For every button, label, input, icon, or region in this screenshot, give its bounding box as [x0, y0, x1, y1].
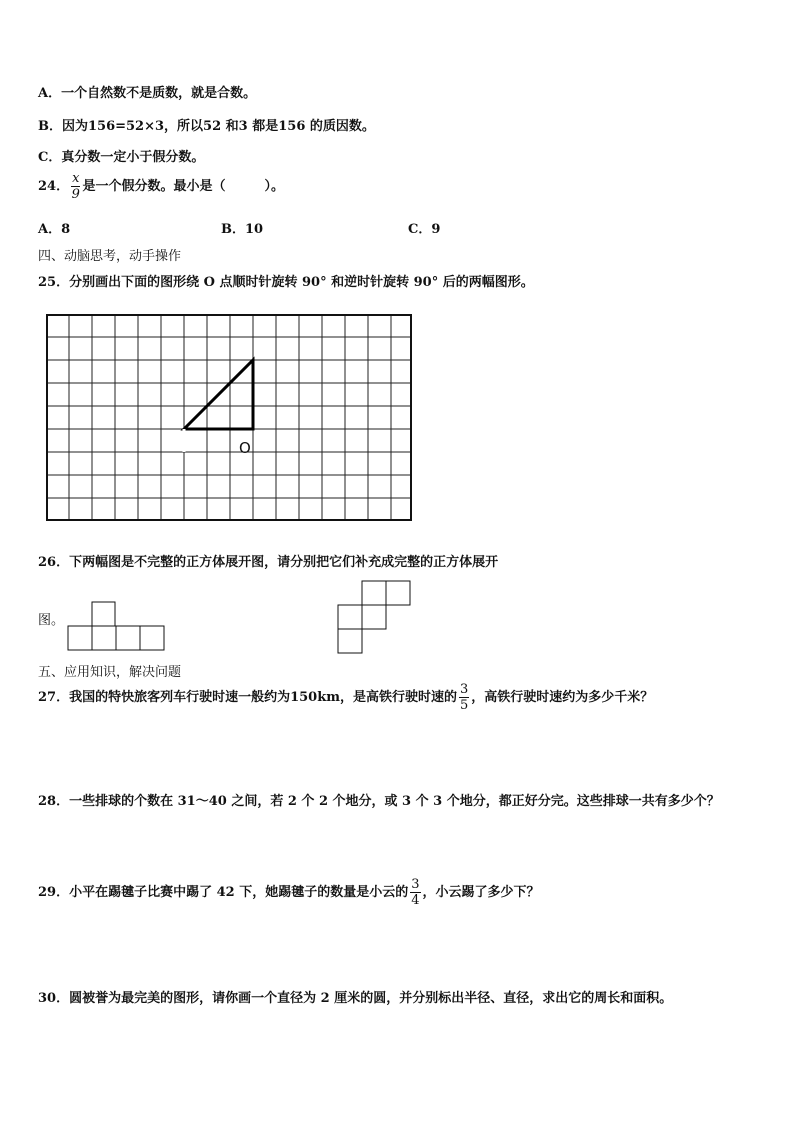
q24-text: 是一个假分数。最小是（ ）。 — [82, 179, 284, 194]
cube-net-left — [66, 601, 168, 653]
triangle-shape — [184, 360, 253, 429]
q24-fraction — [71, 172, 80, 201]
q23-option-a: A．一个自然数不是质数，就是合数。 — [38, 86, 257, 101]
q27-fraction-numerator: 3 — [460, 682, 469, 697]
q24-question — [38, 172, 284, 201]
q27-text-end: ，高铁行驶时速约为多少千米？ — [471, 690, 654, 705]
q29-text-start: 29．小平在踢毽子比赛中踢了 42 下，她踢毽子的数量是小云的 — [38, 885, 409, 900]
q29-fraction — [410, 878, 420, 907]
grid-border — [47, 315, 411, 520]
q29-fraction-numerator: 3 — [411, 877, 420, 892]
q25-question: 25．分别画出下面的图形绕 O 点顺时针旋转 90° 和逆时针旋转 90° 后的两幅图形。 — [38, 275, 534, 290]
q24-number: 24． — [38, 179, 70, 194]
cube-net-right — [336, 579, 412, 655]
q24-option-a: A．8 — [38, 222, 71, 237]
q23-option-c: C．真分数一定小于假分数。 — [38, 150, 205, 165]
q27-fraction — [459, 683, 469, 712]
q24-option-b: B．10 — [221, 222, 264, 237]
q26-question: 26．下两幅图是不完整的正方体展开图，请分别把它们补充成完整的正方体展开 — [38, 555, 499, 570]
section-4-heading: 四、动脑思考，动手操作 — [38, 249, 182, 264]
q27-text-start: 27．我国的特快旅客列车行驶时速一般约为150km，是高铁行驶时速的 — [38, 690, 457, 705]
q28-question: 28．一些排球的个数在 31～40 之间，若 2 个 2 个地分，或 3 个 3 个地分，都正好分完。这些排球一共有多少个？ — [38, 794, 720, 809]
q25-grid-figure — [46, 314, 414, 524]
grid-lines — [46, 314, 412, 521]
q24-option-c: C．9 — [408, 222, 441, 237]
q23-option-b: B．因为156=52×3，所以52 和3 都是156 的质因数。 — [38, 119, 375, 134]
q24-fraction-numerator: x — [72, 171, 80, 186]
section-5-heading: 五、应用知识，解决问题 — [38, 665, 182, 680]
q27-question — [38, 683, 653, 712]
q30-question: 30．圆被誉为最完美的图形，请你画一个直径为 2 厘米的圆，并分别标出半径、直径，求出它的周长和面积。 — [38, 991, 673, 1006]
q27-fraction-denominator: 5 — [460, 698, 469, 713]
q29-question — [38, 878, 540, 907]
q24-fraction-denominator: 9 — [71, 187, 80, 202]
point-o-label: O — [239, 439, 251, 457]
q29-text-end: ，小云踢了多少下？ — [422, 885, 540, 900]
q26-question-end: 图。 — [38, 613, 65, 628]
q29-fraction-denominator: 4 — [411, 893, 420, 908]
